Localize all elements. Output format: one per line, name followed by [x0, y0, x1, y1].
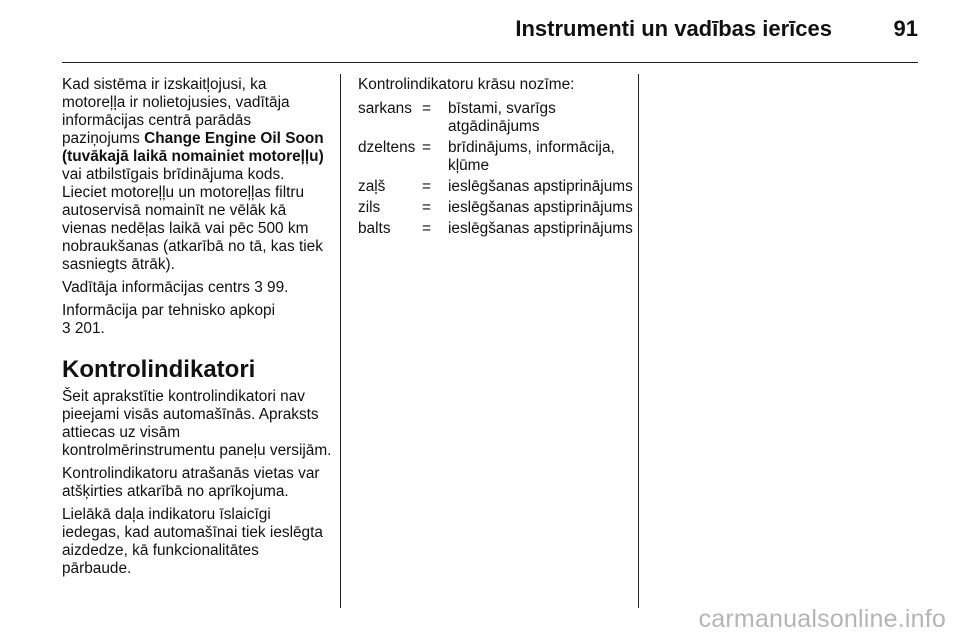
equals-sign: =: [422, 199, 431, 216]
color-meaning: ieslēgšanas apstiprinājums: [448, 199, 633, 216]
color-meaning: ieslēgšanas apstiprinājums: [448, 178, 633, 195]
paragraph-oil-change-text: Kad sistēma ir izskaitļojusi, ka motoreļļa ir nolietojusies, vadītāja informācijas centrā parādās paziņojums: [62, 76, 290, 147]
paragraph-oil-change-text-after: vai atbilstīgais brīdinājuma kods. Lieciet motoreļļu un motoreļļas filtru autoservisā nomainīt ne vēlāk kā vienas nedēļas laikā vai pēc 500 km nobraukšanas (atkarībā no tā, kas tiek sasniegts ātrāk).: [62, 166, 323, 273]
color-term: balts: [358, 220, 391, 237]
color-term: zaļš: [358, 178, 386, 195]
page-number: 91: [893, 16, 918, 41]
color-term: sarkans: [358, 100, 412, 117]
paragraph-indicators-location: Kontrolindikatoru atrašanās vietas var atšķirties atkarībā no aprīkojuma.: [62, 465, 320, 500]
equals-sign: =: [422, 100, 431, 117]
left-column: [62, 76, 332, 583]
paragraph-indicators-availability: Šeit aprakstītie kontrolindikatori nav pieejami visās automašīnās. Apraksts attiecas uz visām kontrolmērinstrumentu paneļu versijām.: [62, 388, 332, 459]
paragraph-driver-info: [62, 279, 332, 297]
equals-sign: =: [422, 220, 431, 237]
color-legend-row: [358, 220, 633, 238]
driver-info-text: Vadītāja informācijas centrs: [62, 279, 255, 296]
warning-message-bold: Change Engine Oil Soon (tuvākajā laikā nomainiet motoreļļu): [62, 130, 324, 165]
service-info-text: Informācija par tehnisko apkopi: [62, 302, 276, 319]
page-header: [62, 0, 918, 63]
column-divider: [638, 74, 639, 608]
paragraph-indicators-check: Lielākā daļa indikatoru īslaicīgi iedegas, kad automašīnai tiek ieslēgta aizdedze, kā funkcionalitātes pārbaude.: [62, 506, 323, 577]
section-heading: Kontrolindikatori: [62, 356, 256, 383]
equals-sign: =: [422, 139, 431, 156]
color-term: dzeltens: [358, 139, 416, 156]
page-reference-link[interactable]: 3 99.: [254, 279, 289, 296]
color-legend-row: [358, 178, 633, 196]
color-legend-row: [358, 199, 633, 217]
color-meaning: brīdinājums, informācija, kļūme: [448, 139, 615, 174]
column-divider: [340, 74, 341, 608]
color-meaning: bīstami, svarīgs atgādinājums: [448, 100, 556, 135]
page-title: Instrumenti un vadības ierīces: [515, 16, 832, 41]
color-term: zils: [358, 199, 381, 216]
color-meaning: ieslēgšanas apstiprinājums: [448, 220, 633, 237]
color-legend-row: [358, 139, 633, 175]
page-reference-link[interactable]: 3 201.: [62, 320, 105, 337]
middle-column: [358, 76, 633, 241]
paragraph-service-info: [62, 302, 332, 338]
watermark: carmanualsonline.info: [698, 605, 946, 633]
color-legend-row: [358, 100, 633, 136]
paragraph-oil-change: [62, 76, 332, 274]
equals-sign: =: [422, 178, 431, 195]
color-legend-intro: Kontrolindikatoru krāsu nozīme:: [358, 76, 575, 93]
